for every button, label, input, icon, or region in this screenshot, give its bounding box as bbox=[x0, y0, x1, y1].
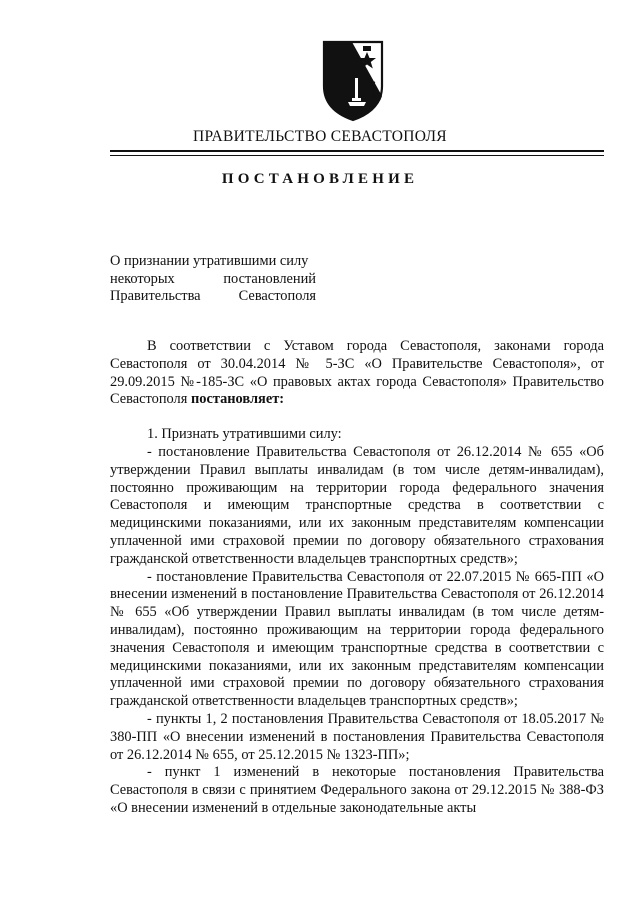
item-1-entry-3: - пункты 1, 2 постановления Правительства Севастополя от 18.05.2017 № 380-ПП «О внесении изменений в постановления Правительства Севастополя от 26.12.2014 № 655, от 25.12.2015 № 1323-ПП»; bbox=[110, 710, 604, 763]
government-name: ПРАВИТЕЛЬСТВО СЕВАСТОПОЛЯ bbox=[193, 128, 447, 145]
header-rule-thin bbox=[110, 155, 604, 156]
header-rule-thick bbox=[110, 150, 604, 152]
subject-line-3: Правительства Севастополя bbox=[110, 288, 316, 304]
preamble-paragraph bbox=[110, 338, 604, 409]
document-subject bbox=[110, 253, 316, 306]
document-type-title: ПОСТАНОВЛЕНИЕ bbox=[221, 171, 419, 187]
document-body bbox=[110, 338, 604, 818]
item-1-heading: 1. Признать утратившими силу: bbox=[147, 426, 342, 443]
subject-line-2: некоторых постановлений bbox=[110, 270, 316, 287]
item-1-entry-1: - постановление Правительства Севастополя от 26.12.2014 № 655 «Об утверждении Правил выплаты инвалидам (в том числе детям-инвалидам), постоянно проживающим на территории города федерального значения Севастополя и имеющим транспортные средства в соответствии с медицинскими показаниями, или их законным представителям компенсации уплаченной ими страховой премии по договору обязательного страхования гражданской ответственности владельцев транспортных средств»; bbox=[110, 443, 604, 567]
decree-word: постановляет: bbox=[190, 391, 285, 408]
sevastopol-coat-of-arms-icon bbox=[318, 38, 388, 122]
item-1-entry-4: - пункт 1 изменений в некоторые постановления Правительства Севастополя в связи с принятием Федерального закона от 29.12.2015 № 388-ФЗ «О внесении изменений в отдельные законодательные акты bbox=[110, 764, 604, 816]
subject-line-1: О признании утратившими силу bbox=[110, 253, 309, 269]
item-1-entry-2: - постановление Правительства Севастополя от 22.07.2015 № 665-ПП «О внесении изменений в постановление Правительства Севастополя от 26.12.2014 № 655 «Об утверждении Правил выплаты инвалидам (в том числе детям-инвалидам), постоянно проживающим на территории города федерального значения Севастополя и имеющим транспортные средства в соответствии с медицинскими показаниями, или их законным представителям компенсации уплаченной ими страховой премии по договору обязательного страхования гражданской ответственности владельцев транспортных средств»; bbox=[110, 568, 604, 710]
preamble-text: В соответствии с Уставом города Севастополя, законами города Севастополя от 30.04.2014 № 5-ЗС «О Правительстве Севастополя», от 29.09.2015 №-185-ЗС «О правовых актах города Севастополя» Правительство Севастополя bbox=[110, 338, 604, 408]
